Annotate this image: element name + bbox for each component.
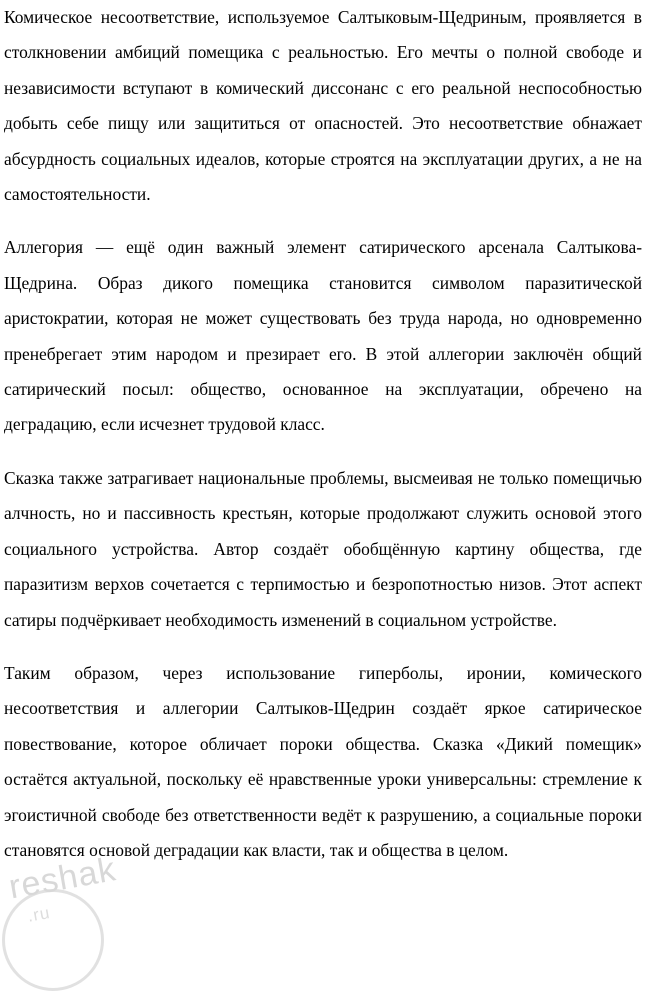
watermark-brand: reshak — [6, 850, 120, 907]
watermark-domain: .ru — [26, 903, 52, 926]
watermark-circle — [2, 889, 104, 991]
paragraph-3: Сказка также затрагивает национальные проблемы, высмеивая не только помещичью алчность, но и пассивность крестьян, которые продолжают служить основой этого социального устройства. Автор создаёт обобщённую картину общества, где паразитизм верхов сочетается с терпимостью и безропотностью низов. Этот аспект сатиры подчёркивает необходимость изменений в социальном устройстве. — [4, 467, 642, 630]
paragraph-1: Комическое несоответствие, используемое Салтыковым-Щедриным, проявляется в столкновении амбиций помещика с реальностью. Его мечты о полной свободе и независимости вступают в комический диссонанс с его реальной неспособностью добыть себе пищу или защититься от опасностей. Это несоответствие обнажает абсурдность социальных идеалов, которые строятся на эксплуатации других, а не на самостоятельности. — [4, 7, 642, 205]
document-body — [4, 0, 642, 868]
paragraph-2: Аллегория — ещё один важный элемент сатирического арсенала Салтыкова-Щедрина. Образ дикого помещика становится символом паразитической аристократии, которая не может существовать без труда народа, но одновременно пренебрегает этим народом и презирает его. В этой аллегории заключён общий сатирический посыл: общество, основанное на эксплуатации, обречено на деградацию, если исчезнет трудовой класс. — [4, 237, 642, 435]
paragraph-4: Таким образом, через использование гиперболы, иронии, комического несоответствия и аллегории Салтыков-Щедрин создаёт яркое сатирическое повествование, которое обличает пороки общества. Сказка «Дикий помещик» остаётся актуальной, поскольку её нравственные уроки универсальны: стремление к эгоистичной свободе без ответственности ведёт к разрушению, а социальные пороки становятся основой деградации как власти, так и общества в целом. — [4, 662, 642, 860]
